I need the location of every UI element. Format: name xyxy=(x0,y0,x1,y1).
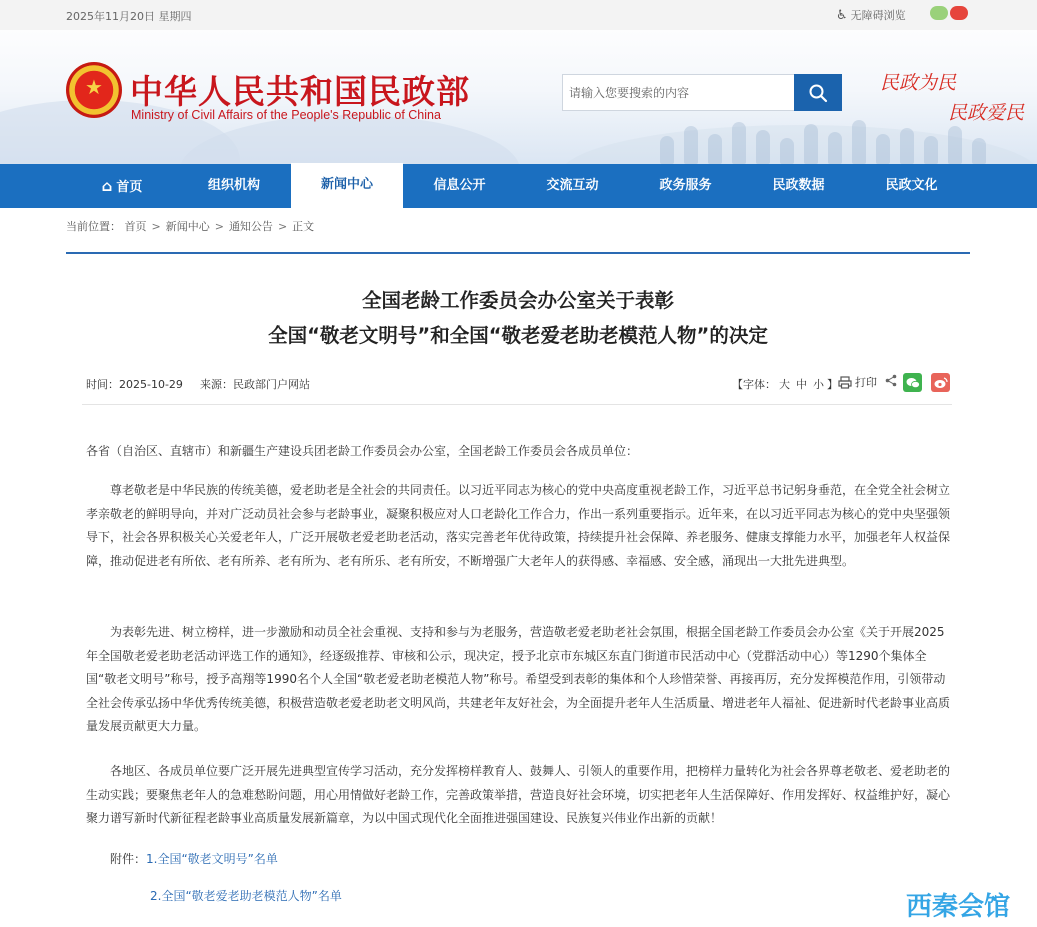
site-name-cn[interactable]: 中华人民共和国民政部 xyxy=(130,72,470,111)
nav-item-news-center[interactable] xyxy=(291,163,403,209)
breadcrumb-separator: > xyxy=(214,220,224,233)
font-size-label: 【字体： xyxy=(732,378,776,391)
weibo-icon[interactable] xyxy=(950,6,968,20)
accessibility-icon: ♿ xyxy=(836,7,848,23)
nav-item-label: 政务服务 xyxy=(659,178,712,193)
breadcrumb-news-center[interactable]: 新闻中心 xyxy=(165,220,210,233)
breadcrumb-current: 正文 xyxy=(292,220,315,233)
current-date: 2025年11月20日 星期四 xyxy=(66,10,192,23)
nav-item-info-disclosure[interactable] xyxy=(403,164,516,208)
breadcrumb-home[interactable]: 首页 xyxy=(124,220,147,233)
attachment-link-1[interactable]: 1.全国“敬老文明号”名单 xyxy=(146,852,278,866)
font-size-label-close: 】 xyxy=(827,378,838,391)
main-nav xyxy=(0,164,1037,208)
font-size-small[interactable]: 小 xyxy=(813,378,824,391)
share-weibo-button[interactable] xyxy=(931,373,950,392)
article-time: 时间：2025-10-29 xyxy=(86,378,183,391)
search-box xyxy=(562,74,842,111)
top-bar xyxy=(0,0,1037,30)
watermark-logo: 西秦会馆 xyxy=(906,892,1011,922)
article-paragraph-3: 各地区、各成员单位要广泛开展先进典型宣传学习活动，充分发挥榜样教育人、鼓舞人、引领人的重要作用，把榜样力量转化为社会各界尊老敬老、爱老助老的生动实践；要聚焦老年人的急难愁盼问题，用心用情做好老龄工作，完善政策举措，营造良好社会环境，切实把老年人生活保障好、作用发挥好、权益维护好，凝心聚力谱写新时代新征程老龄事业高质量发展新篇章，为以中国式现代化全面推进强国建设、民族复兴伟业作出新的贡献！ xyxy=(86,764,951,826)
nav-item-organization[interactable] xyxy=(178,164,290,208)
search-icon xyxy=(808,83,828,103)
site-header xyxy=(0,30,1037,164)
national-emblem-logo[interactable] xyxy=(66,62,122,118)
nav-item-label: 信息公开 xyxy=(433,178,486,193)
content-divider xyxy=(66,252,970,254)
share-icon[interactable] xyxy=(885,374,897,390)
wechat-icon[interactable] xyxy=(930,6,948,20)
breadcrumb-separator: > xyxy=(151,220,161,233)
nav-item-services[interactable] xyxy=(629,164,742,208)
article-title-line-2: 全国“敬老文明号”和全国“敬老爱老助老模范人物”的决定 xyxy=(268,324,768,347)
font-size-large[interactable]: 大 xyxy=(779,378,790,391)
attachments xyxy=(110,850,278,867)
printer-icon xyxy=(838,376,852,389)
home-icon: ⌂ xyxy=(101,177,113,195)
nav-item-label: 民政文化 xyxy=(885,178,938,193)
wechat-icon xyxy=(906,377,920,389)
attachment-link-2[interactable]: 2.全国“敬老爱老助老模范人物”名单 xyxy=(150,889,342,903)
nav-item-label: 首页 xyxy=(116,180,143,195)
nav-item-label: 民政数据 xyxy=(772,178,825,193)
background-hill xyxy=(180,115,520,164)
share-wechat-button[interactable] xyxy=(903,373,922,392)
accessibility-label: 无障碍浏览 xyxy=(850,9,906,22)
nav-item-culture[interactable] xyxy=(855,164,968,208)
nav-item-label: 组织机构 xyxy=(207,178,260,193)
nav-item-home[interactable] xyxy=(66,164,178,208)
top-social-links xyxy=(930,6,968,20)
nav-item-interaction[interactable] xyxy=(516,164,629,208)
font-size-medium[interactable]: 中 xyxy=(796,378,807,391)
article-paragraph-2: 为表彰先进、树立榜样，进一步激励和动员全社会重视、支持和参与为老服务，营造敬老爱老助老社会氛围，根据全国老龄工作委员会办公室《关于开展2025年全国敬老爱老助老活动评选工作的通知》，经逐级推荐、审核和公示，现决定，授予北京市东城区东直门街道市民活动中心（党群活动中心）等1290个集体全国“敬老文明号”称号，授予高翔等1990名个人全国“敬老爱老助老模范人物”称号。希望受到表彰的集体和个人珍惜荣誉、再接再厉，充分发挥模范作用，引领带动全社会传承弘扬中华优秀传统美德，积极营造敬老爱老助老文明风尚，共建老年友好社会，为全面提升老年人生活质量、增进老年人福祉、促进新时代老龄事业高质量发展贡献更大力量。 xyxy=(86,625,951,734)
slogan-2: 民政爱民 xyxy=(948,102,1025,124)
print-label: 打印 xyxy=(855,376,877,389)
article-source: 来源：民政部门户网站 xyxy=(200,378,310,391)
nav-item-label: 交流互动 xyxy=(546,178,599,193)
print-button[interactable] xyxy=(838,374,877,390)
article-salutation: 各省（自治区、直辖市）和新疆生产建设兵团老龄工作委员会办公室，全国老龄工作委员会各成员单位： xyxy=(86,444,639,458)
attachments-label: 附件： xyxy=(110,852,147,866)
attachment-item-2 xyxy=(150,887,342,904)
article-paragraph-1: 尊老敬老是中华民族的传统美德，爱老助老是全社会的共同责任。以习近平同志为核心的党中央高度重视老龄工作，习近平总书记躬身垂范，在全党全社会树立孝亲敬老的鲜明导向，并对广泛动员社会参与老龄事业，凝聚积极应对人口老龄化工作合力，作出一系列重要指示。近年来，在以习近平同志为核心的党中央坚强领导下，社会各界积极关心关爱老年人，广泛开展敬老爱老助老活动，落实完善老年优待政策，持续提升社会保障、养老服务、健康支撑能力水平，加强老年人权益保障，推动促进老有所依、老有所养、老有所为、老有所乐、老有所安，不断增强广大老年人的获得感、幸福感、安全感，涌现出一大批先进典型。 xyxy=(86,483,951,568)
slogan-1: 民政为民 xyxy=(880,72,957,94)
star-icon: ★ xyxy=(85,75,103,99)
site-name-en: Ministry of Civil Affairs of the People's Republic of China xyxy=(131,108,441,122)
nav-item-label: 新闻中心 xyxy=(320,177,373,192)
search-button[interactable] xyxy=(794,74,842,111)
breadcrumb xyxy=(66,218,314,234)
weibo-icon xyxy=(934,377,948,389)
meta-divider xyxy=(82,404,952,405)
people-silhouette-decoration xyxy=(660,118,1000,164)
breadcrumb-separator: > xyxy=(277,220,288,233)
breadcrumb-notices[interactable]: 通知公告 xyxy=(228,220,273,233)
article-title-line-1: 全国老龄工作委员会办公室关于表彰 xyxy=(361,289,674,312)
search-input[interactable] xyxy=(563,75,795,110)
accessibility-link[interactable] xyxy=(836,7,906,23)
nav-item-data[interactable] xyxy=(742,164,855,208)
font-size-switcher xyxy=(732,376,838,392)
breadcrumb-prefix: 当前位置： xyxy=(66,220,121,233)
